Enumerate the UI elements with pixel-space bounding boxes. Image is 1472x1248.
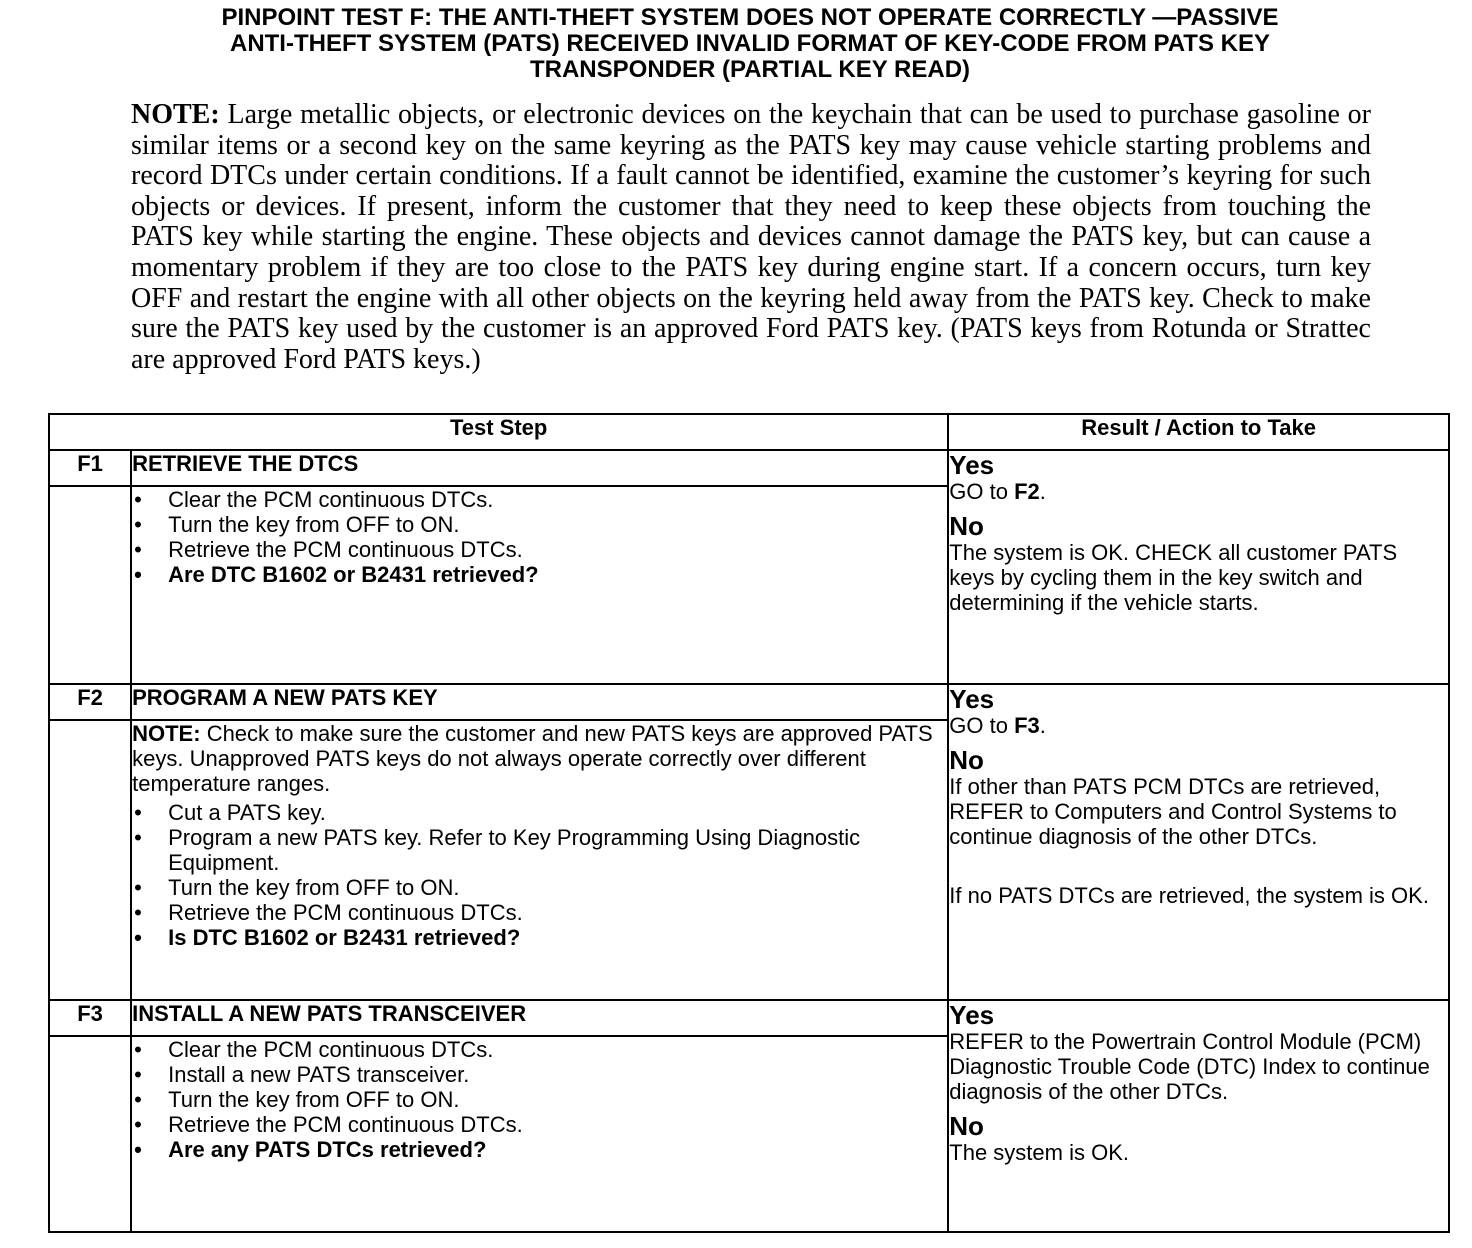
- document-title: [90, 5, 1410, 83]
- step-f3-id: F3: [49, 1000, 131, 1036]
- step-f2-id: F2: [49, 684, 131, 720]
- step-f3-body: [131, 1036, 948, 1232]
- step-f2-title-row: [49, 684, 1449, 720]
- table-header-row: [49, 414, 1449, 450]
- bullet-glyph: •: [134, 512, 142, 537]
- step-f3-list: [132, 1037, 947, 1162]
- step-f2-body: [131, 720, 948, 1000]
- step-f1-id-spacer: [49, 486, 131, 684]
- step-f3-no-label: No: [949, 1111, 984, 1141]
- step-f3-question: • Are any PATS DTCs retrieved?: [134, 1137, 487, 1162]
- list-item: • Retrieve the PCM continuous DTCs.: [134, 900, 523, 925]
- step-f2-question: • Is DTC B1602 or B2431 retrieved?: [134, 925, 521, 950]
- step-f2-note: [132, 721, 947, 796]
- bullet-glyph: •: [134, 1087, 142, 1112]
- list-item: • Turn the key from OFF to ON.: [134, 875, 460, 900]
- bullet-glyph: •: [134, 562, 142, 587]
- bullet-glyph: •: [134, 1037, 142, 1062]
- list-item: • Retrieve the PCM continuous DTCs.: [134, 537, 523, 562]
- step-f2-note-text: Check to make sure the customer and new PATS keys are approved PATS keys. Unapproved PATS keys do not always operate correctly over different temperature ranges.: [132, 721, 933, 796]
- bullet-glyph: •: [134, 900, 142, 925]
- header-result-action: Result / Action to Take: [948, 414, 1449, 450]
- list-item: • Install a new PATS transceiver.: [134, 1062, 470, 1087]
- step-f2-note-label: NOTE:: [132, 721, 201, 746]
- note-text: Large metallic objects, or electronic devices on the keychain that can be used to purchase gasoline or similar items or a second key on the same keyring as the PATS key may cause vehicle starting problems and record DTCs under certain conditions. If a fault cannot be identified, examine the customer’s keyring for such objects or devices. If present, inform the customer that they need to keep these objects from touching the PATS key while starting the engine. These objects and devices cannot damage the PATS key, but can cause a momentary problem if they are too close to the PATS key during engine start. If a concern occurs, turn key OFF and restart the engine with all other objects on the keyring held away from the PATS key. Check to make sure the PATS key used by the customer is an approved Ford PATS key. (PATS keys from Rotunda or Strattec are approved Ford PATS keys.): [131, 99, 1371, 375]
- step-f1-result: [948, 450, 1449, 684]
- bullet-glyph: •: [134, 1137, 142, 1162]
- list-item: • Cut a PATS key.: [134, 800, 326, 825]
- step-f2-result: [948, 684, 1449, 1000]
- bullet-glyph: •: [134, 1062, 142, 1087]
- list-item: • Clear the PCM continuous DTCs.: [134, 1037, 494, 1062]
- step-f2-no-action-1: If other than PATS PCM DTCs are retrieved, REFER to Computers and Control Systems to continue diagnosis of the other DTCs.: [949, 774, 1397, 849]
- title-line-2: ANTI-THEFT SYSTEM (PATS) RECEIVED INVALID FORMAT OF KEY-CODE FROM PATS KEY: [229, 30, 1270, 57]
- step-f2-id-spacer: [49, 720, 131, 1000]
- step-f1-body: [131, 486, 948, 684]
- step-f1-yes-label: Yes: [949, 450, 995, 480]
- step-f1-title-row: [49, 450, 1449, 486]
- step-f1-no-action: The system is OK. CHECK all customer PATS keys by cycling them in the key switch and determining if the vehicle starts.: [949, 540, 1398, 615]
- title-line-3: TRANSPONDER (PARTIAL KEY READ): [529, 56, 971, 83]
- intro-note: [131, 100, 1371, 375]
- bullet-glyph: •: [134, 875, 142, 900]
- step-f1-yes-suffix: .: [1039, 479, 1046, 504]
- title-line-1: PINPOINT TEST F: THE ANTI-THEFT SYSTEM DOES NOT OPERATE CORRECTLY —PASSIVE: [221, 4, 1279, 31]
- bullet-glyph: •: [134, 537, 142, 562]
- bullet-glyph: •: [134, 487, 142, 512]
- step-f1-yes-action: [949, 479, 1448, 504]
- list-item: • Clear the PCM continuous DTCs.: [134, 487, 494, 512]
- header-test-step: Test Step: [49, 414, 948, 450]
- bullet-glyph: •: [134, 800, 142, 825]
- note-label: NOTE:: [131, 99, 220, 130]
- step-f2-yes-target: F3: [1014, 713, 1040, 738]
- list-item: • Program a new PATS key. Refer to Key Programming Using Diagnostic Equipment.: [134, 825, 861, 875]
- step-f3-title: INSTALL A NEW PATS TRANSCEIVER: [131, 1000, 948, 1036]
- bullet-glyph: •: [134, 925, 142, 950]
- bullet-glyph: •: [134, 1112, 142, 1137]
- step-f3-yes-label: Yes: [949, 1000, 995, 1030]
- pinpoint-test-table: [48, 413, 1450, 1233]
- step-f1-yes-target: F2: [1014, 479, 1040, 504]
- step-f2-yes-action: [949, 713, 1448, 738]
- step-f2-no-label: No: [949, 745, 984, 775]
- step-f2-list: [132, 800, 947, 950]
- step-f3-id-spacer: [49, 1036, 131, 1232]
- step-f3-yes-action: REFER to the Powertrain Control Module (PCM) Diagnostic Trouble Code (DTC) Index to continue diagnosis of the other DTCs.: [949, 1029, 1430, 1104]
- step-f1-question: • Are DTC B1602 or B2431 retrieved?: [134, 562, 539, 587]
- step-f2-yes-label: Yes: [949, 684, 995, 714]
- step-f1-list: [132, 487, 947, 587]
- step-f3-no-action: The system is OK.: [949, 1140, 1129, 1165]
- list-item: • Turn the key from OFF to ON.: [134, 512, 460, 537]
- step-f2-title: PROGRAM A NEW PATS KEY: [131, 684, 948, 720]
- step-f3-title-row: [49, 1000, 1449, 1036]
- step-f2-yes-suffix: .: [1039, 713, 1046, 738]
- step-f1-title: RETRIEVE THE DTCS: [131, 450, 948, 486]
- list-item: • Retrieve the PCM continuous DTCs.: [134, 1112, 523, 1137]
- bullet-glyph: •: [134, 825, 142, 850]
- step-f2-yes-prefix: GO to: [949, 713, 1015, 738]
- list-item: • Turn the key from OFF to ON.: [134, 1087, 460, 1112]
- step-f1-yes-prefix: GO to: [949, 479, 1015, 504]
- step-f2-no-action-2: If no PATS DTCs are retrieved, the system is OK.: [949, 883, 1429, 908]
- step-f1-id: F1: [49, 450, 131, 486]
- step-f1-no-label: No: [949, 511, 984, 541]
- step-f3-result: [948, 1000, 1449, 1232]
